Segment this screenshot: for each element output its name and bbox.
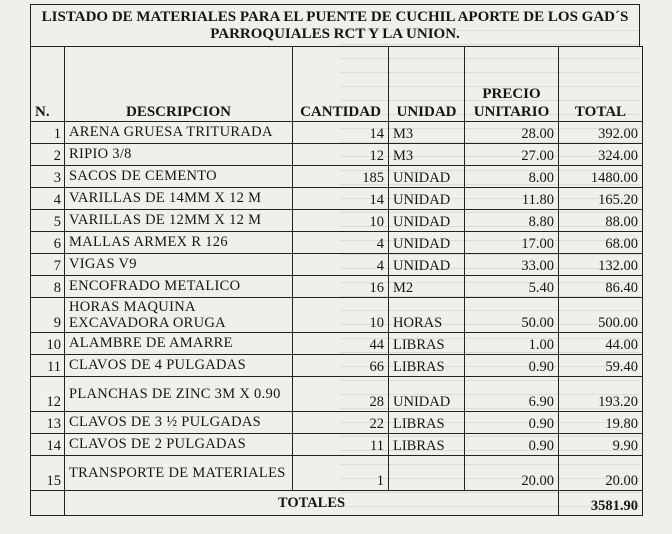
table-row — [31, 434, 643, 456]
row-description: PLANCHAS DE ZINC 3M X 0.90 — [65, 377, 293, 412]
row-total: 500.00 — [559, 298, 643, 333]
row-description: HORAS MAQUINA EXCAVADORA ORUGA — [65, 298, 293, 333]
totals-value: 3581.90 — [559, 491, 643, 516]
row-quantity: 16 — [293, 276, 389, 298]
table-row — [31, 144, 643, 166]
row-quantity: 4 — [293, 232, 389, 254]
row-unit-price: 20.00 — [465, 456, 559, 491]
row-total: 86.40 — [559, 276, 643, 298]
totals-label: TOTALES — [65, 491, 559, 516]
row-total: 324.00 — [559, 144, 643, 166]
document-title: LISTADO DE MATERIALES PARA EL PUENTE DE CUCHIL APORTE DE LOS GAD´S PARROQUIALES RCT Y LA UNION. — [30, 4, 640, 46]
header-unit-price — [465, 47, 559, 122]
table-row — [31, 166, 643, 188]
row-unit-price: 8.80 — [465, 210, 559, 232]
header-num: N. — [31, 47, 65, 122]
row-quantity: 185 — [293, 166, 389, 188]
row-description: TRANSPORTE DE MATERIALES — [65, 456, 293, 491]
row-quantity: 14 — [293, 122, 389, 144]
row-unit: UNIDAD — [389, 232, 465, 254]
row-total: 88.00 — [559, 210, 643, 232]
row-total: 1480.00 — [559, 166, 643, 188]
totals-num-cell — [31, 491, 65, 516]
row-quantity: 10 — [293, 298, 389, 333]
row-quantity: 28 — [293, 377, 389, 412]
row-quantity: 11 — [293, 434, 389, 456]
row-description: ENCOFRADO METALICO — [65, 276, 293, 298]
row-description: ARENA GRUESA TRITURADA — [65, 122, 293, 144]
header-unit: UNIDAD — [389, 47, 465, 122]
row-unit-price: 28.00 — [465, 122, 559, 144]
row-quantity: 4 — [293, 254, 389, 276]
row-unit — [389, 456, 465, 491]
row-quantity: 22 — [293, 412, 389, 434]
row-quantity: 12 — [293, 144, 389, 166]
row-unit: M3 — [389, 122, 465, 144]
row-unit-price: 17.00 — [465, 232, 559, 254]
table-row — [31, 232, 643, 254]
totals-row — [31, 491, 643, 516]
row-number: 4 — [31, 188, 65, 210]
row-quantity: 66 — [293, 355, 389, 377]
table-row — [31, 298, 643, 333]
row-quantity: 10 — [293, 210, 389, 232]
row-total: 9.90 — [559, 434, 643, 456]
row-unit-price: 50.00 — [465, 298, 559, 333]
table-row — [31, 210, 643, 232]
row-unit: UNIDAD — [389, 254, 465, 276]
row-number: 9 — [31, 298, 65, 333]
row-quantity: 1 — [293, 456, 389, 491]
row-description: VIGAS V9 — [65, 254, 293, 276]
row-number: 10 — [31, 333, 65, 355]
materials-sheet — [30, 4, 642, 530]
row-unit-price: 6.90 — [465, 377, 559, 412]
table-row — [31, 122, 643, 144]
row-description: RIPIO 3/8 — [65, 144, 293, 166]
table-row — [31, 456, 643, 491]
row-unit-price: 33.00 — [465, 254, 559, 276]
row-unit-price: 11.80 — [465, 188, 559, 210]
row-description: SACOS DE CEMENTO — [65, 166, 293, 188]
table-row — [31, 254, 643, 276]
header-row — [31, 47, 643, 122]
table-row — [31, 412, 643, 434]
row-unit-price: 1.00 — [465, 333, 559, 355]
row-unit: UNIDAD — [389, 188, 465, 210]
row-unit-price: 0.90 — [465, 434, 559, 456]
row-number: 15 — [31, 456, 65, 491]
row-number: 2 — [31, 144, 65, 166]
row-description: ALAMBRE DE AMARRE — [65, 333, 293, 355]
table-row — [31, 276, 643, 298]
row-unit: LIBRAS — [389, 333, 465, 355]
materials-table — [30, 46, 643, 516]
row-unit: UNIDAD — [389, 377, 465, 412]
row-total: 68.00 — [559, 232, 643, 254]
row-unit: UNIDAD — [389, 210, 465, 232]
row-quantity: 14 — [293, 188, 389, 210]
row-number: 8 — [31, 276, 65, 298]
row-number: 11 — [31, 355, 65, 377]
table-row — [31, 355, 643, 377]
row-description: VARILLAS DE 12MM X 12 M — [65, 210, 293, 232]
table-row — [31, 377, 643, 412]
row-unit-price: 8.00 — [465, 166, 559, 188]
row-unit: LIBRAS — [389, 355, 465, 377]
row-unit: LIBRAS — [389, 434, 465, 456]
row-total: 20.00 — [559, 456, 643, 491]
row-total: 19.80 — [559, 412, 643, 434]
row-number: 6 — [31, 232, 65, 254]
row-unit: M3 — [389, 144, 465, 166]
header-unit-price-label: PRECIO UNITARIO — [473, 86, 550, 120]
row-total: 44.00 — [559, 333, 643, 355]
row-number: 7 — [31, 254, 65, 276]
row-description: CLAVOS DE 2 PULGADAS — [65, 434, 293, 456]
row-number: 13 — [31, 412, 65, 434]
row-quantity: 44 — [293, 333, 389, 355]
header-total: TOTAL — [559, 47, 643, 122]
row-description: VARILLAS DE 14MM X 12 M — [65, 188, 293, 210]
row-unit-price: 5.40 — [465, 276, 559, 298]
row-unit-price: 27.00 — [465, 144, 559, 166]
row-total: 132.00 — [559, 254, 643, 276]
header-quantity: CANTIDAD — [293, 47, 389, 122]
row-description: CLAVOS DE 3 ½ PULGADAS — [65, 412, 293, 434]
row-description: CLAVOS DE 4 PULGADAS — [65, 355, 293, 377]
row-number: 12 — [31, 377, 65, 412]
row-total: 193.20 — [559, 377, 643, 412]
header-description: DESCRIPCION — [65, 47, 293, 122]
row-total: 392.00 — [559, 122, 643, 144]
row-unit-price: 0.90 — [465, 412, 559, 434]
table-row — [31, 188, 643, 210]
row-unit: M2 — [389, 276, 465, 298]
row-total: 59.40 — [559, 355, 643, 377]
row-total: 165.20 — [559, 188, 643, 210]
row-unit: UNIDAD — [389, 166, 465, 188]
row-description: MALLAS ARMEX R 126 — [65, 232, 293, 254]
table-row — [31, 333, 643, 355]
row-number: 5 — [31, 210, 65, 232]
row-number: 14 — [31, 434, 65, 456]
row-unit: HORAS — [389, 298, 465, 333]
row-number: 1 — [31, 122, 65, 144]
row-number: 3 — [31, 166, 65, 188]
row-unit: LIBRAS — [389, 412, 465, 434]
row-unit-price: 0.90 — [465, 355, 559, 377]
